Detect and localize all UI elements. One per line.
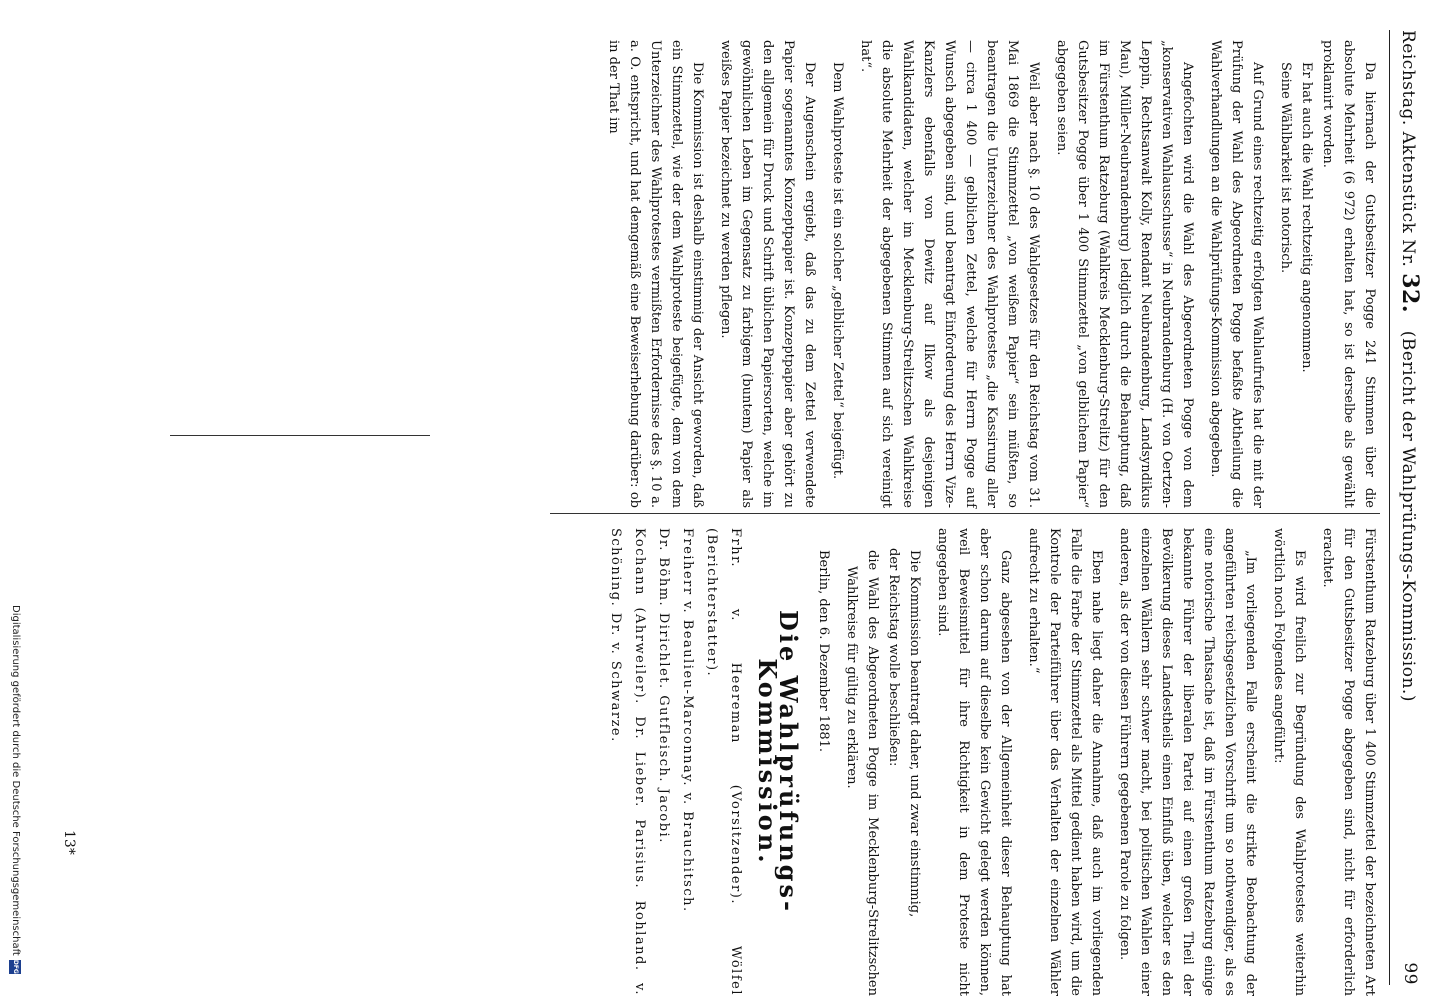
motion-intro: der Reichstag wolle beschließen: xyxy=(886,548,901,767)
paragraph: Weil aber nach §. 10 des Wahlgesetzes für den Reichstag vom 31. Mai 1869 die Stimmzettel „von weißem Papier“ sein müßten, so beantragen die Unterzeichner des Wahlprotestes „die Kassirung aller — circa 1 400 — gelblichen Zettel, welche für Herrn Pogge auf Wunsch abgegeben sind, und beantragt Einforderung des Herrn Vize-Kanzlers ebenfalls von Dewitz auf Ilkow als desjenigen Wahlkandidaten, welcher im Mecklenburg-Strelitzschen Wahlkreise die absolute Mehrheit der abgegebenen Stimmen auf sich vereinigt hat“. xyxy=(858,40,1041,508)
page-mark: 13* xyxy=(61,830,77,855)
member-list xyxy=(603,528,747,996)
rotated-page xyxy=(61,0,1432,1000)
member-line: Frhr. v. Heereman (Vorsitzender). Wölfel (Berichterstatter). xyxy=(704,528,743,996)
paragraph: Es wird freilich zur Begründung des Wahlprotestes weiterhin wörtlich noch Folgendes angeführt: xyxy=(1271,528,1307,996)
column-divider xyxy=(550,513,1380,514)
paragraph: Ganz abgesehen von der Allgemeinheit dieser Behauptung hat aber schon darum auf dieselbe kein Gewicht gelegt werden können, weil Beweismittel für ihre Richtigkeit in dem Proteste nicht angegeben sind. xyxy=(935,528,1013,996)
paragraph: Die Kommission ist deshalb einstimmig der Ansicht geworden, daß ein Stimmzettel, wie der dem Wahlproteste beigefügte, dem von dem Unterzeichner des Wahlprotestes vermißten Erfordernisse des §. 10 a. a. O. entspricht, und hat demgemäß eine Beweiserhebung darüber: ob in der That im xyxy=(606,40,705,508)
digitization-credit xyxy=(0,605,21,1000)
running-header xyxy=(1392,30,1428,985)
paragraph: Auf Grund eines rechtzeitig erfolgten Wahlaufrufes hat die mit der Prüfung der Wahl des Abgeordneten Pogge befaßte Abtheilung die Wahlverhandlungen an die Wahlprüfungs-Kommission abgegeben. xyxy=(1208,40,1265,508)
paragraph: Fürstenthum Ratzeburg über 1 400 Stimmzettel der bezeichneten Art für den Gutsbesitzer Pogge abgegeben sind, nicht für erforderlich erachtet. xyxy=(1320,528,1377,996)
header-center: (Bericht der Wahlprüfungs-Kommission.) xyxy=(1398,330,1418,702)
paragraph: Dem Wahlproteste ist ein solcher „gelblicher Zettel“ beigefügt. xyxy=(830,62,845,480)
paragraph: Er hat auch die Wahl rechtzeitig angenommen. xyxy=(1299,62,1314,373)
paragraph: Der Augenschein ergiebt, daß das zu dem Zettel verwendete Papier sogenanntes Konzeptpapier ist. Konzeptpapier aber gehört zu den allgemein für Druck und Schrift üblichen Papiersorten, welche im gewöhnlichen Leben im Gegensatz zu farbigem (buntem) Papier als weißes Papier bezeichnet zu werden pflegen. xyxy=(718,40,817,508)
quote-paragraph: „Im vorliegenden Falle erscheint die strikte Beobachtung der angeführten reichsgesetzlichen Vorschrift um so nothwendiger, als es eine notorische Thatsache ist, daß im Fürstenthum Ratzeburg einige bekannte Führer der liberalen Partei auf einen großen Theil der Bevölkerung dieses Landestheils einen Einfluß üben, welcher es den einzelnen Wählern sehr schwer macht, bei politischen Wahlen einer anderen, als der von diesen Führern gegebenen Parole zu folgen. xyxy=(1117,528,1258,996)
motion-text: die Wahl des Abgeordneten Pogge im Mecklenburg-Strelitzschen Wahlkreise für gültig zu erklären. xyxy=(844,550,880,996)
member-line: Kochann (Ahrweiler). Dr. Lieber. Parisius. Rohland. v. Schöning. Dr. v. Schwarze. xyxy=(608,528,647,996)
header-rule xyxy=(1389,30,1390,985)
paragraph: Da hiernach der Gutsbesitzer Pogge 241 Stimmen über die absolute Mehrheit (6 972) erhalten hat, so ist derselbe als gewählt proklamirt worden. xyxy=(1320,40,1377,508)
commission-title: Die Wahlprüfungs-Kommission. xyxy=(753,610,803,914)
member-line: Dr. Böhm. Dirichlet. Gutfleisch. Jacobi. xyxy=(656,528,671,844)
dfg-logo-icon: DFG xyxy=(9,960,21,974)
quote-paragraph: Eben nahe liegt daher die Annahme, daß auch im vorliegenden Falle die Farbe der Stimmzettel als Mittel gedient haben wird, um die Kontrole der Parteiführer über das Verhalten der einzelnen Wähler aufrecht zu erhalten.“ xyxy=(1026,528,1104,996)
credit-text: Digitalisierung gefördert durch die Deutsche Forschungsgemeinschaft xyxy=(10,605,21,956)
paragraph: Seine Wählbarkeit ist notorisch. xyxy=(1278,62,1293,274)
stray-rule xyxy=(170,435,430,436)
header-left: Reichstag. Aktenstück Nr. xyxy=(1398,30,1418,268)
left-column xyxy=(603,40,1380,508)
header-page-number: 99 xyxy=(1400,962,1420,985)
paragraph: Die Kommission beantragt daher, und zwar einstimmig, xyxy=(907,550,922,918)
right-column xyxy=(603,528,1380,996)
header-number: 32. xyxy=(1397,273,1423,314)
member-line: Freiherr v. Beaulieu-Marconnay. v. Brauchitsch. xyxy=(680,528,695,913)
paragraph: Angefochten wird die Wahl des Abgeordneten Pogge von dem „konservativen Wahlausschusse“ in Neubrandenburg (H. von Oertzen-Leppin, Rechtsanwalt Kolly, Rendant Neubrandenburg, Landsyndikus Mau), Müller-Neubrandenburg) lediglich durch die Behauptung, daß im Fürstenthum Ratzeburg (Wahlkreis Mecklenburg-Strelitz) für den Gutsbesitzer Pogge über 1 400 Stimmzettel „von gelblichem Papier“ abgegeben seien. xyxy=(1054,40,1195,508)
date-line: Berlin, den 6. Dezember 1881. xyxy=(816,550,831,753)
